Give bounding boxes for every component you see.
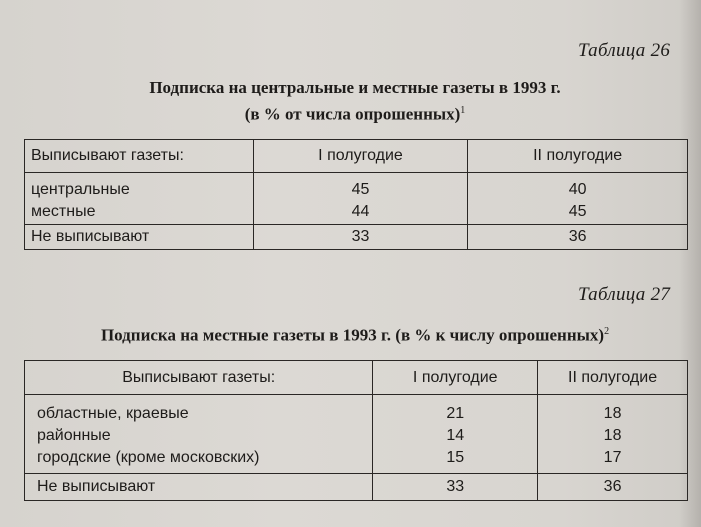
table26-row [25,173,688,201]
table27-total-label: Не выписывают [25,474,373,501]
table27-total-h2: 36 [538,474,688,501]
table26-row-h1: 45 [253,173,468,201]
table27-row [25,425,688,448]
table26-row-h1: 44 [253,201,468,225]
table27-row [25,395,688,425]
table27-footnote-mark: 2 [604,326,610,337]
table26-title-line2 [60,99,650,126]
page-edge-shadow [679,0,701,527]
table27-total-row [25,474,688,501]
table26-header-col3: II полугодие [468,140,688,173]
table27-row-h1: 21 [373,395,538,425]
table26-caption: Таблица 26 [578,40,671,61]
table26-footnote-mark: 1 [460,105,466,116]
table26-row [25,201,688,225]
table27-total-h1: 33 [373,474,538,501]
table27-header-col1: Выписывают газеты: [25,361,373,395]
table27-row-h2: 18 [538,425,688,448]
table26-header-row [25,140,688,173]
table26-title-line1: Подписка на центральные и местные газеты в 1993 г. [149,78,561,97]
table27-row-label: городские (кроме московских) [25,448,373,474]
table27-row-h2: 18 [538,395,688,425]
table26-total-h2: 36 [468,225,688,250]
table27 [24,360,688,501]
table26-row-label: местные [25,201,254,225]
table27-title-text: Подписка на местные газеты в 1993 г. (в % к числу опрошенных) [100,325,605,345]
table26-header-col1: Выписывают газеты: [25,140,254,173]
table26-title [60,76,650,126]
table27-header-col3: II полугодие [538,361,688,395]
table27-title [40,320,670,347]
table27-caption: Таблица 27 [578,284,671,305]
table26-row-h2: 45 [468,201,688,225]
table26-row-label: центральные [25,173,254,201]
table27-row-h2: 17 [538,448,688,474]
table27-row-h1: 14 [373,425,538,448]
table27-header-row [25,361,688,395]
table27-row [25,448,688,474]
table26-header-col2: I полугодие [253,140,468,173]
table26-title-line2-text: (в % от числа опрошенных) [244,104,461,124]
table26-total-h1: 33 [253,225,468,250]
table27-row-label: районные [25,425,373,448]
table27-row-label: областные, краевые [25,395,373,425]
table26-row-h2: 40 [468,173,688,201]
table27-header-col2: I полугодие [373,361,538,395]
table26-total-label: Не выписывают [25,225,254,250]
table26-total-row [25,225,688,250]
table27-row-h1: 15 [373,448,538,474]
table26 [24,139,688,250]
